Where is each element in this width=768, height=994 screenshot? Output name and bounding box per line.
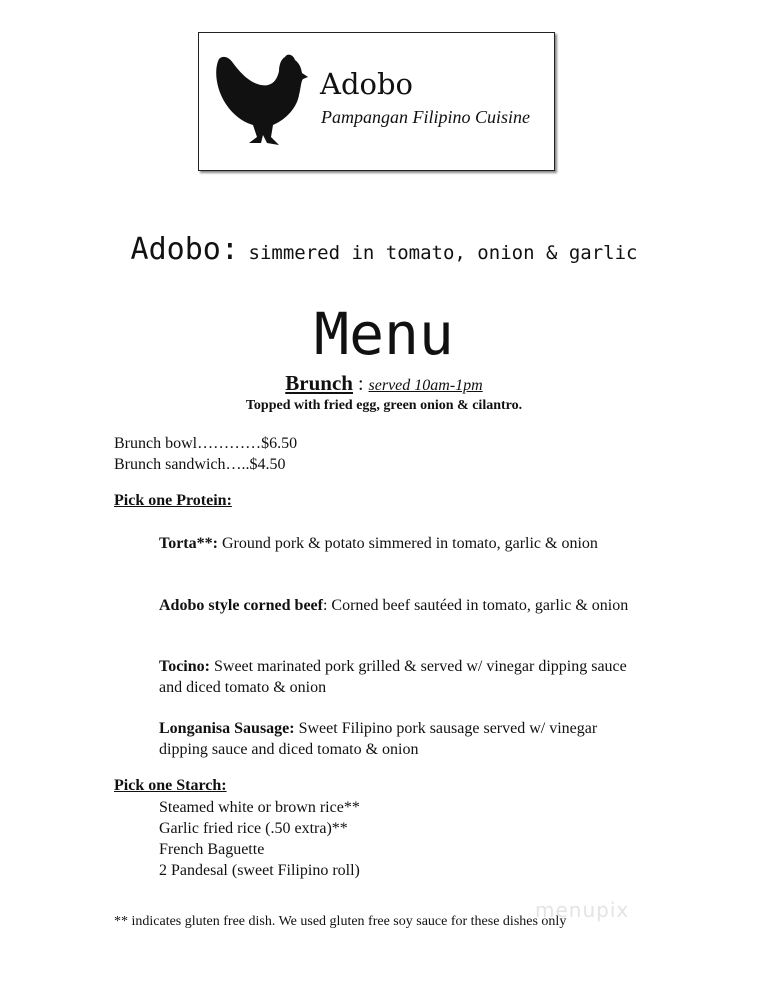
protein-item — [159, 595, 629, 616]
protein-desc: Ground pork & potato simmered in tomato, garlic & onion — [217, 535, 598, 552]
price-list — [114, 433, 297, 475]
topping-note: Topped with fried egg, green onion & cilantro. — [245, 398, 523, 413]
protein-desc: : Corned beef sautéed in tomato, garlic & onion — [322, 597, 629, 614]
starch-list — [159, 797, 360, 881]
watermark: menupix — [535, 898, 630, 922]
protein-item — [159, 656, 629, 698]
protein-heading: Pick one Protein: — [114, 492, 232, 509]
starch-item: Steamed white or brown rice** — [159, 799, 360, 816]
starch-heading: Pick one Starch: — [114, 777, 227, 794]
protein-desc: Sweet marinated pork grilled & served w/ vinegar dipping sauce and diced tomato & onion — [159, 658, 627, 696]
headline — [0, 232, 768, 267]
headline-word: Adobo: — [130, 232, 239, 267]
chicken-icon — [213, 51, 309, 149]
protein-item — [159, 718, 629, 760]
starch-item: 2 Pandesal (sweet Filipino roll) — [159, 862, 360, 879]
gluten-free-footnote: ** indicates gluten free dish. We used gluten free soy sauce for these dishes only — [114, 914, 567, 929]
logo-box — [198, 32, 555, 171]
brunch-heading — [0, 371, 768, 396]
menu-title: Menu — [314, 300, 454, 368]
protein-name: Torta**: — [159, 535, 218, 552]
restaurant-name: Adobo — [320, 67, 413, 101]
price-brunch-bowl: Brunch bowl…………$6.50 — [114, 435, 298, 452]
protein-name: Tocino: — [159, 658, 210, 675]
price-brunch-sandwich: Brunch sandwich…..$4.50 — [114, 456, 286, 473]
headline-description: simmered in tomato, onion & garlic — [248, 242, 638, 264]
brunch-hours: served 10am-1pm — [368, 377, 483, 394]
starch-item: Garlic fried rice (.50 extra)** — [159, 820, 348, 837]
protein-name: Adobo style corned beef — [159, 597, 323, 614]
protein-desc: Sweet Filipino pork sausage served w/ vinegar dipping sauce and diced tomato & onion — [159, 720, 598, 758]
tagline: Pampangan Filipino Cuisine — [321, 107, 530, 127]
protein-item — [159, 533, 629, 554]
starch-item: French Baguette — [159, 841, 265, 858]
protein-name: Longanisa Sausage: — [159, 720, 295, 737]
brunch-separator: : — [352, 373, 369, 395]
brunch-title: Brunch — [285, 371, 353, 395]
